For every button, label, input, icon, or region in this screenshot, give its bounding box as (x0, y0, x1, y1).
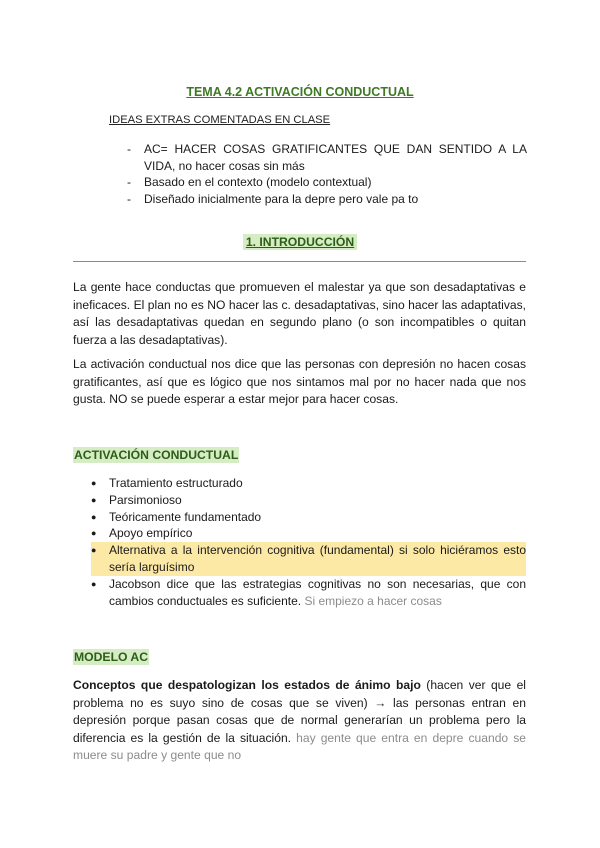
list-item-highlighted: ● Alternativa a la intervención cognitiva (fundamental) si solo hiciéramos esto sería larguísimo (91, 542, 526, 576)
grey-note: Si empiezo a hacer cosas (304, 593, 442, 608)
extra-ideas-subheading: IDEAS EXTRAS COMENTADAS EN CLASE (109, 114, 331, 126)
list-item: ● Teóricamente fundamentado (91, 509, 526, 526)
activacion-heading: ACTIVACIÓN CONDUCTUAL (74, 448, 239, 462)
intro-paragraph-1: La gente hace conductas que promueven el malestar ya que son desadaptativas e ineficaces. El plan no es NO hacer las c. desadaptativas, sino hacer las adaptativas, así las desadaptativas quedan en segundo plano (o son incompatibles o quitan fuerza a las desadaptativas). (73, 280, 526, 347)
modelo-heading: MODELO AC (74, 650, 149, 664)
document-title: TEMA 4.2 ACTIVACIÓN CONDUCTUAL (186, 85, 414, 99)
activacion-bullet-list (91, 475, 526, 609)
grey-note: hay gente que entra en depre cuando se muere su padre y gente que no (73, 730, 526, 762)
list-item (91, 576, 526, 610)
paragraph-text: (hacen ver que el problema no es suyo sino de cosas que se viven) → las personas entran en depresión porque pasan cosas que de normal generarían un problema pero la diferencia es la gestión de la situación. (73, 678, 526, 745)
list-item: - Diseñado inicialmente para la depre pero vale pa to (127, 191, 527, 208)
list-item-text: Jacobson dice que las estrategias cognitivas no son necesarias, que con cambios conductuales es suficiente. (109, 576, 526, 608)
list-item: ● Apoyo empírico (91, 525, 526, 542)
modelo-paragraph (73, 677, 526, 765)
extra-ideas-list (127, 141, 527, 207)
intro-paragraph-2: La activación conductual nos dice que las personas con depresión no hacen cosas gratificantes, así que es lógico que nos sintamos mal por no hacer nada que nos gusta. NO se puede esperar a estar mejor para hacer cosas. (73, 357, 526, 406)
list-item: ● Parsimonioso (91, 492, 526, 509)
divider (73, 261, 526, 262)
list-item: - AC= HACER COSAS GRATIFICANTES QUE DAN SENTIDO A LA VIDA, no hacer cosas sin más (127, 141, 527, 174)
section-heading-introduccion (0, 235, 600, 249)
list-item: - Basado en el contexto (modelo contextual) (127, 174, 527, 191)
bold-lead: Conceptos que despatologizan los estados de ánimo bajo (73, 678, 421, 692)
section-heading-text: 1. INTRODUCCIÓN (243, 234, 357, 250)
list-item: ● Tratamiento estructurado (91, 475, 526, 492)
